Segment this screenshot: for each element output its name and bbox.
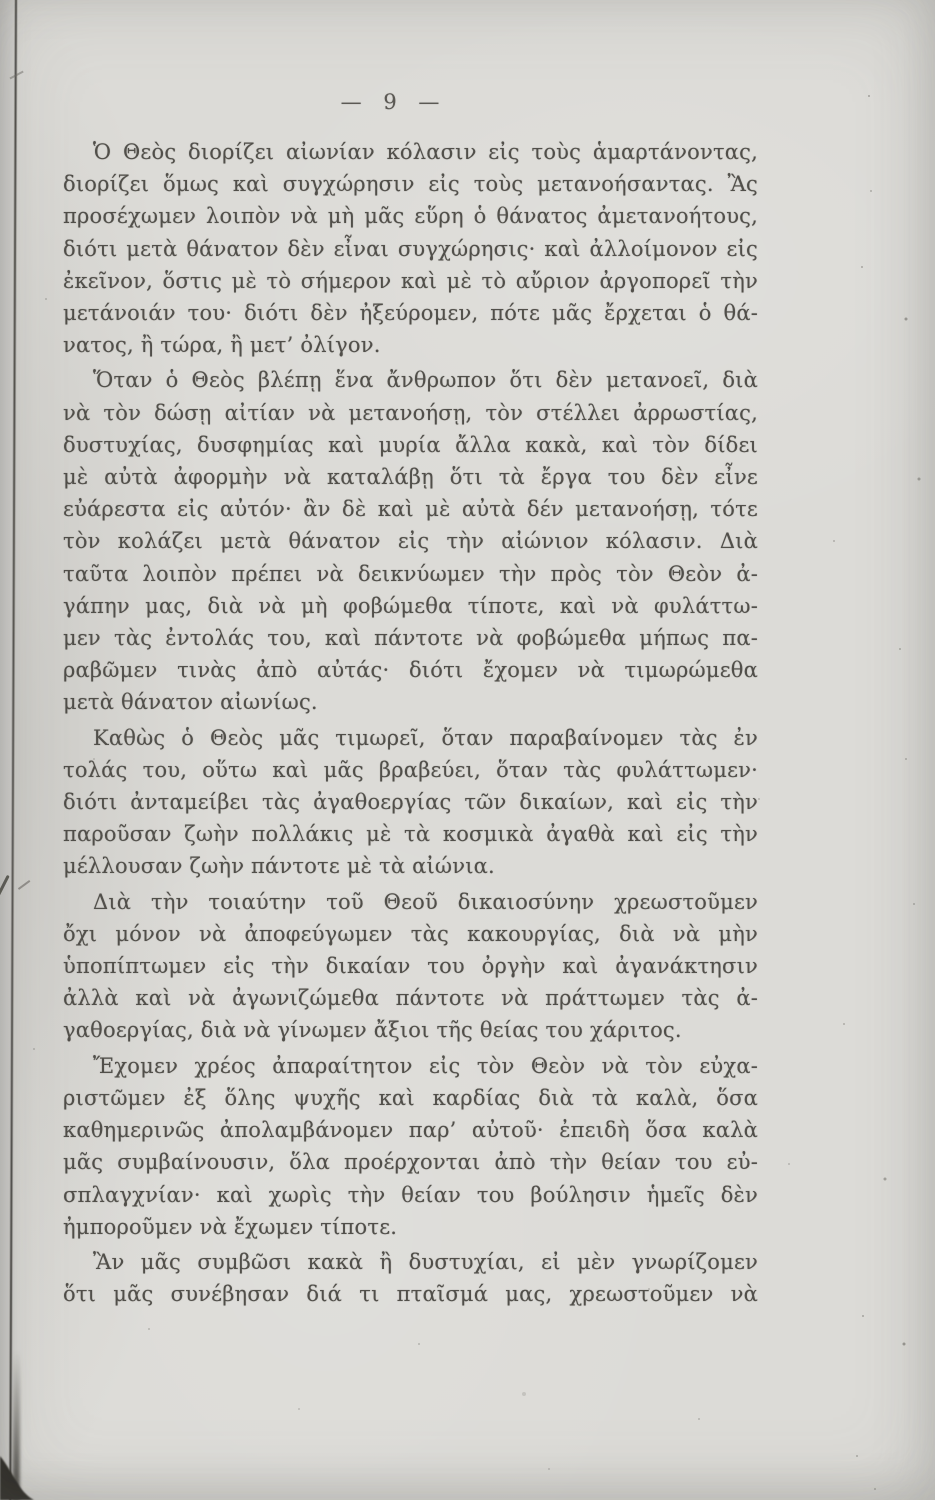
text-line: προσέχωμεν λοιπὸν νὰ μὴ μᾶς εὕρη ὁ θάνατος ἀμετανοήτους, — [63, 204, 758, 229]
paragraph — [63, 364, 758, 718]
paragraph — [63, 722, 758, 883]
paper-specks — [0, 0, 2, 2]
text-line: μετὰ θάνατον αἰωνίως. — [63, 690, 318, 715]
text-line: ἀλλὰ καὶ νὰ ἀγωνιζώμεθα πάντοτε νὰ πράττωμεν τὰς ἀ- — [63, 986, 758, 1011]
paragraph — [63, 136, 758, 361]
text-line: μᾶς συμβαίνουσιν, ὅλα προέρχονται ἀπὸ τὴν θείαν του εὐ- — [63, 1150, 758, 1175]
text-line: ραβῶμεν τινὰς ἀπὸ αὐτάς· διότι ἔχομεν νὰ τιμωρώμεθα — [63, 658, 758, 683]
text-line: τὸν κολάζει μετὰ θάνατον εἰς τὴν αἰώνιον κόλασιν. Διὰ — [63, 529, 758, 554]
text-line: μεν τὰς ἐντολάς του, καὶ πάντοτε νὰ φοβώμεθα μήπως πα- — [63, 626, 758, 651]
text-line: Ἔχομεν χρέος ἀπαραίτητον εἰς τὸν Θεὸν νὰ τὸν εὐχα- — [93, 1053, 758, 1078]
text-line: εὐάρεστα εἰς αὐτόν· ἂν δὲ καὶ μὲ αὐτὰ δέν μετανοήσῃ, τότε — [63, 497, 758, 522]
text-line: ὄχι μόνον νὰ ἀποφεύγωμεν τὰς κακουργίας, διὰ νὰ μὴν — [63, 921, 758, 946]
text-line: καθημερινῶς ἀπολαμβάνομεν παρ’ αὐτοῦ· ἐπειδὴ ὅσα καλὰ — [63, 1118, 758, 1143]
page-number: — 9 — — [340, 90, 443, 114]
text-line: τολάς του, οὕτω καὶ μᾶς βραβεύει, ὅταν τὰς φυλάττωμεν· — [63, 757, 758, 782]
text-line: Καθὼς ὁ Θεὸς μᾶς τιμωρεῖ, ὅταν παραβαίνομεν τὰς ἐν — [93, 725, 758, 750]
text-line: σπλαγχνίαν· καὶ χωρὶς τὴν θείαν του βούλησιν ἡμεῖς δὲν — [63, 1182, 758, 1207]
margin-pen-tick — [18, 880, 30, 890]
text-line: δυστυχίας, δυσφημίας καὶ μυρία ἄλλα κακὰ, καὶ τὸν δίδει — [63, 432, 758, 457]
paragraph — [63, 1050, 758, 1243]
text-line: διορίζει ὅμως καὶ συγχώρησιν εἰς τοὺς μετανοήσαντας. Ἂς — [63, 172, 758, 197]
text-line: ἐκεῖνον, ὅστις μὲ τὸ σήμερον καὶ μὲ τὸ αὔριον ἀργοπορεῖ τὴν — [63, 268, 758, 293]
text-line: ὑποπίπτωμεν εἰς τὴν δικαίαν του ὀργὴν καὶ ἀγανάκτησιν — [63, 954, 758, 979]
text-line: ταῦτα λοιπὸν πρέπει νὰ δεικνύωμεν τὴν πρὸς τὸν Θεὸν ἀ- — [63, 561, 758, 586]
text-line: νὰ τὸν δώσῃ αἰτίαν νὰ μετανοήσῃ, τὸν στέλλει ἀρρωστίας, — [63, 400, 758, 425]
text-line: παροῦσαν ζωὴν πολλάκις μὲ τὰ κοσμικὰ ἀγαθὰ καὶ εἰς τὴν — [63, 822, 758, 847]
page-curl-shadow — [0, 1430, 34, 1500]
text-line: μὲ αὐτὰ ἀφορμὴν νὰ καταλάβῃ ὅτι τὰ ἔργα του δὲν εἶνε — [63, 465, 758, 490]
text-line: διότι ἀνταμείβει τὰς ἀγαθοεργίας τῶν δικαίων, καὶ εἰς τὴν — [63, 790, 758, 815]
text-line: Ἂν μᾶς συμβῶσι κακὰ ἢ δυστυχίαι, εἰ μὲν γνωρίζομεν — [93, 1249, 758, 1274]
text-line: Ὁ Θεὸς διορίζει αἰωνίαν κόλασιν εἰς τοὺς ἁμαρτάνοντας, — [93, 140, 758, 164]
text-line: γάπην μας, διὰ νὰ μὴ φοβώμεθα τίποτε, καὶ νὰ φυλάττω- — [63, 593, 758, 618]
text-line: μέλλουσαν ζωὴν πάντοτε μὲ τὰ αἰώνια. — [63, 854, 495, 879]
text-line: ριστῶμεν ἐξ ὅλης ψυχῆς καὶ καρδίας διὰ τὰ καλὰ, ὅσα — [63, 1085, 758, 1110]
text-line: ἠμποροῦμεν νὰ ἔχωμεν τίποτε. — [63, 1214, 398, 1239]
paragraph — [63, 1246, 758, 1310]
text-line: διότι μετὰ θάνατον δὲν εἶναι συγχώρησις· καὶ ἀλλοίμονον εἰς — [63, 236, 758, 261]
page-text-block — [63, 136, 758, 1310]
text-line: Διὰ τὴν τοιαύτην τοῦ Θεοῦ δικαιοσύνην χρεωστοῦμεν — [93, 889, 758, 914]
text-line: μετάνοιάν του· διότι δὲν ἠξεύρομεν, πότε μᾶς ἔρχεται ὁ θά- — [63, 301, 758, 326]
text-line: γαθοεργίας, διὰ νὰ γίνωμεν ἄξιοι τῆς θείας του χάριτος. — [63, 1018, 682, 1043]
text-line: ὅτι μᾶς συνέβησαν διά τι πταῖσμά μας, χρεωστοῦμεν νὰ — [63, 1282, 758, 1307]
paragraph — [63, 886, 758, 1047]
text-line: Ὅταν ὁ Θεὸς βλέπῃ ἕνα ἄνθρωπον ὅτι δὲν μετανοεῖ, διὰ — [93, 368, 758, 393]
text-line: νατος, ἢ τώρα, ἢ μετ’ ὀλίγον. — [63, 333, 381, 358]
